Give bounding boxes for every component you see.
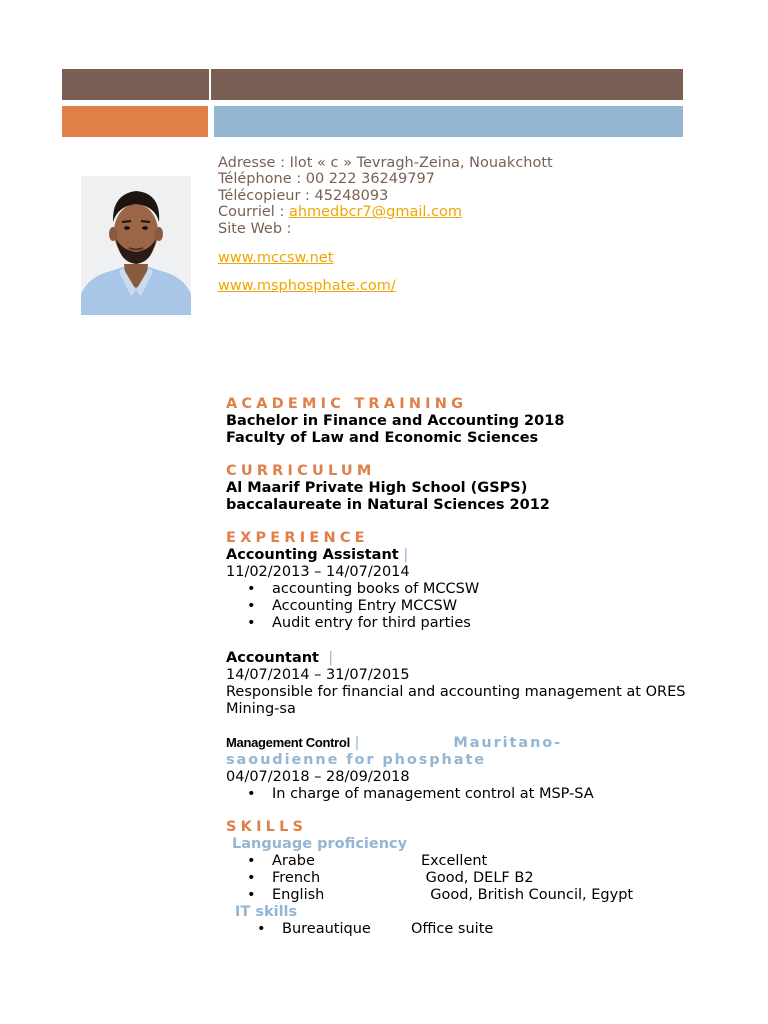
job-bullets — [226, 786, 696, 803]
language-list — [226, 853, 696, 904]
job-bullets — [226, 581, 696, 632]
academic-heading: ACADEMIC TRAINING — [226, 396, 468, 412]
it-level: Office suite — [411, 921, 494, 937]
header-bar-brown-right — [211, 69, 683, 100]
academic-line: Faculty of Law and Economic Sciences — [226, 430, 539, 446]
job-bullet: • In charge of management control at MSP-SA — [272, 786, 696, 803]
website-link-msphosphate[interactable]: www.msphosphate.com/ — [218, 278, 396, 295]
language-item — [272, 870, 696, 887]
job-title: Management Control — [226, 735, 350, 750]
language-item — [272, 853, 696, 870]
it-item — [282, 921, 696, 938]
job-title-row — [226, 650, 696, 667]
language-heading: Language proficiency — [232, 836, 408, 852]
website-link-row — [218, 250, 553, 266]
it-name: • Bureautique — [282, 921, 371, 937]
job-accounting-assistant — [226, 547, 696, 632]
job-description: Responsible for financial and accounting management at ORES Mining-sa — [226, 684, 686, 717]
profile-photo-illustration — [81, 176, 191, 315]
contact-block — [218, 155, 553, 295]
header-bar-brown-left — [62, 69, 209, 100]
job-management-control — [226, 734, 696, 803]
language-name: • Arabe — [272, 853, 315, 869]
job-dates: 04/07/2018 – 28/09/2018 — [226, 769, 410, 785]
header-bar-orange — [62, 106, 208, 137]
job-separator: | — [328, 650, 334, 666]
job-separator: | — [403, 547, 409, 563]
language-item — [272, 887, 696, 904]
header-bar-blue — [214, 106, 683, 137]
resume-body — [226, 396, 696, 938]
website-link-mccsw[interactable]: www.mccsw.net — [218, 250, 334, 267]
job-title-row — [226, 734, 696, 752]
curriculum-heading: CURRICULUM — [226, 463, 376, 479]
language-level: Good, British Council, Egypt — [421, 887, 634, 903]
job-separator: | — [354, 735, 360, 751]
job-bullet: • Audit entry for third parties — [272, 615, 696, 632]
language-level: Excellent — [421, 853, 488, 869]
website-label: Site Web : — [218, 220, 292, 237]
email-label: Courriel : — [218, 204, 289, 221]
profile-photo — [81, 176, 191, 315]
job-title: Accountant — [226, 650, 319, 666]
fax-line: Télécopieur : 45248093 — [218, 187, 389, 204]
job-bullet: • accounting books of MCCSW — [272, 581, 696, 598]
academic-line: Bachelor in Finance and Accounting 2018 — [226, 413, 565, 429]
it-heading: IT skills — [235, 904, 298, 920]
job-dates: 14/07/2014 – 31/07/2015 — [226, 667, 410, 683]
job-accountant — [226, 650, 696, 718]
language-name: • English — [272, 887, 325, 903]
experience-heading: EXPERIENCE — [226, 530, 369, 546]
job-dates: 11/02/2013 – 14/07/2014 — [226, 564, 410, 580]
email-line — [218, 204, 553, 220]
job-bullet: • Accounting Entry MCCSW — [272, 598, 696, 615]
phone-line: Téléphone : 00 222 36249797 — [218, 171, 435, 188]
skills-heading: SKILLS — [226, 819, 308, 835]
job-company: Mauritano- — [453, 735, 563, 751]
address-line: Adresse : Ilot « c » Tevragh-Zeina, Nouakchott — [218, 155, 553, 171]
curriculum-line: baccalaureate in Natural Sciences 2012 — [226, 497, 550, 513]
website-link-row — [218, 278, 553, 294]
language-name: • French — [272, 870, 321, 886]
job-title-row — [226, 547, 696, 564]
email-link[interactable]: ahmedbcr7@gmail.com — [288, 204, 462, 221]
job-company: saoudienne for phosphate — [226, 752, 487, 768]
job-title: Accounting Assistant — [226, 547, 399, 563]
curriculum-line: Al Maarif Private High School (GSPS) — [226, 480, 528, 496]
it-list — [226, 921, 696, 938]
language-level: Good, DELF B2 — [421, 870, 534, 886]
